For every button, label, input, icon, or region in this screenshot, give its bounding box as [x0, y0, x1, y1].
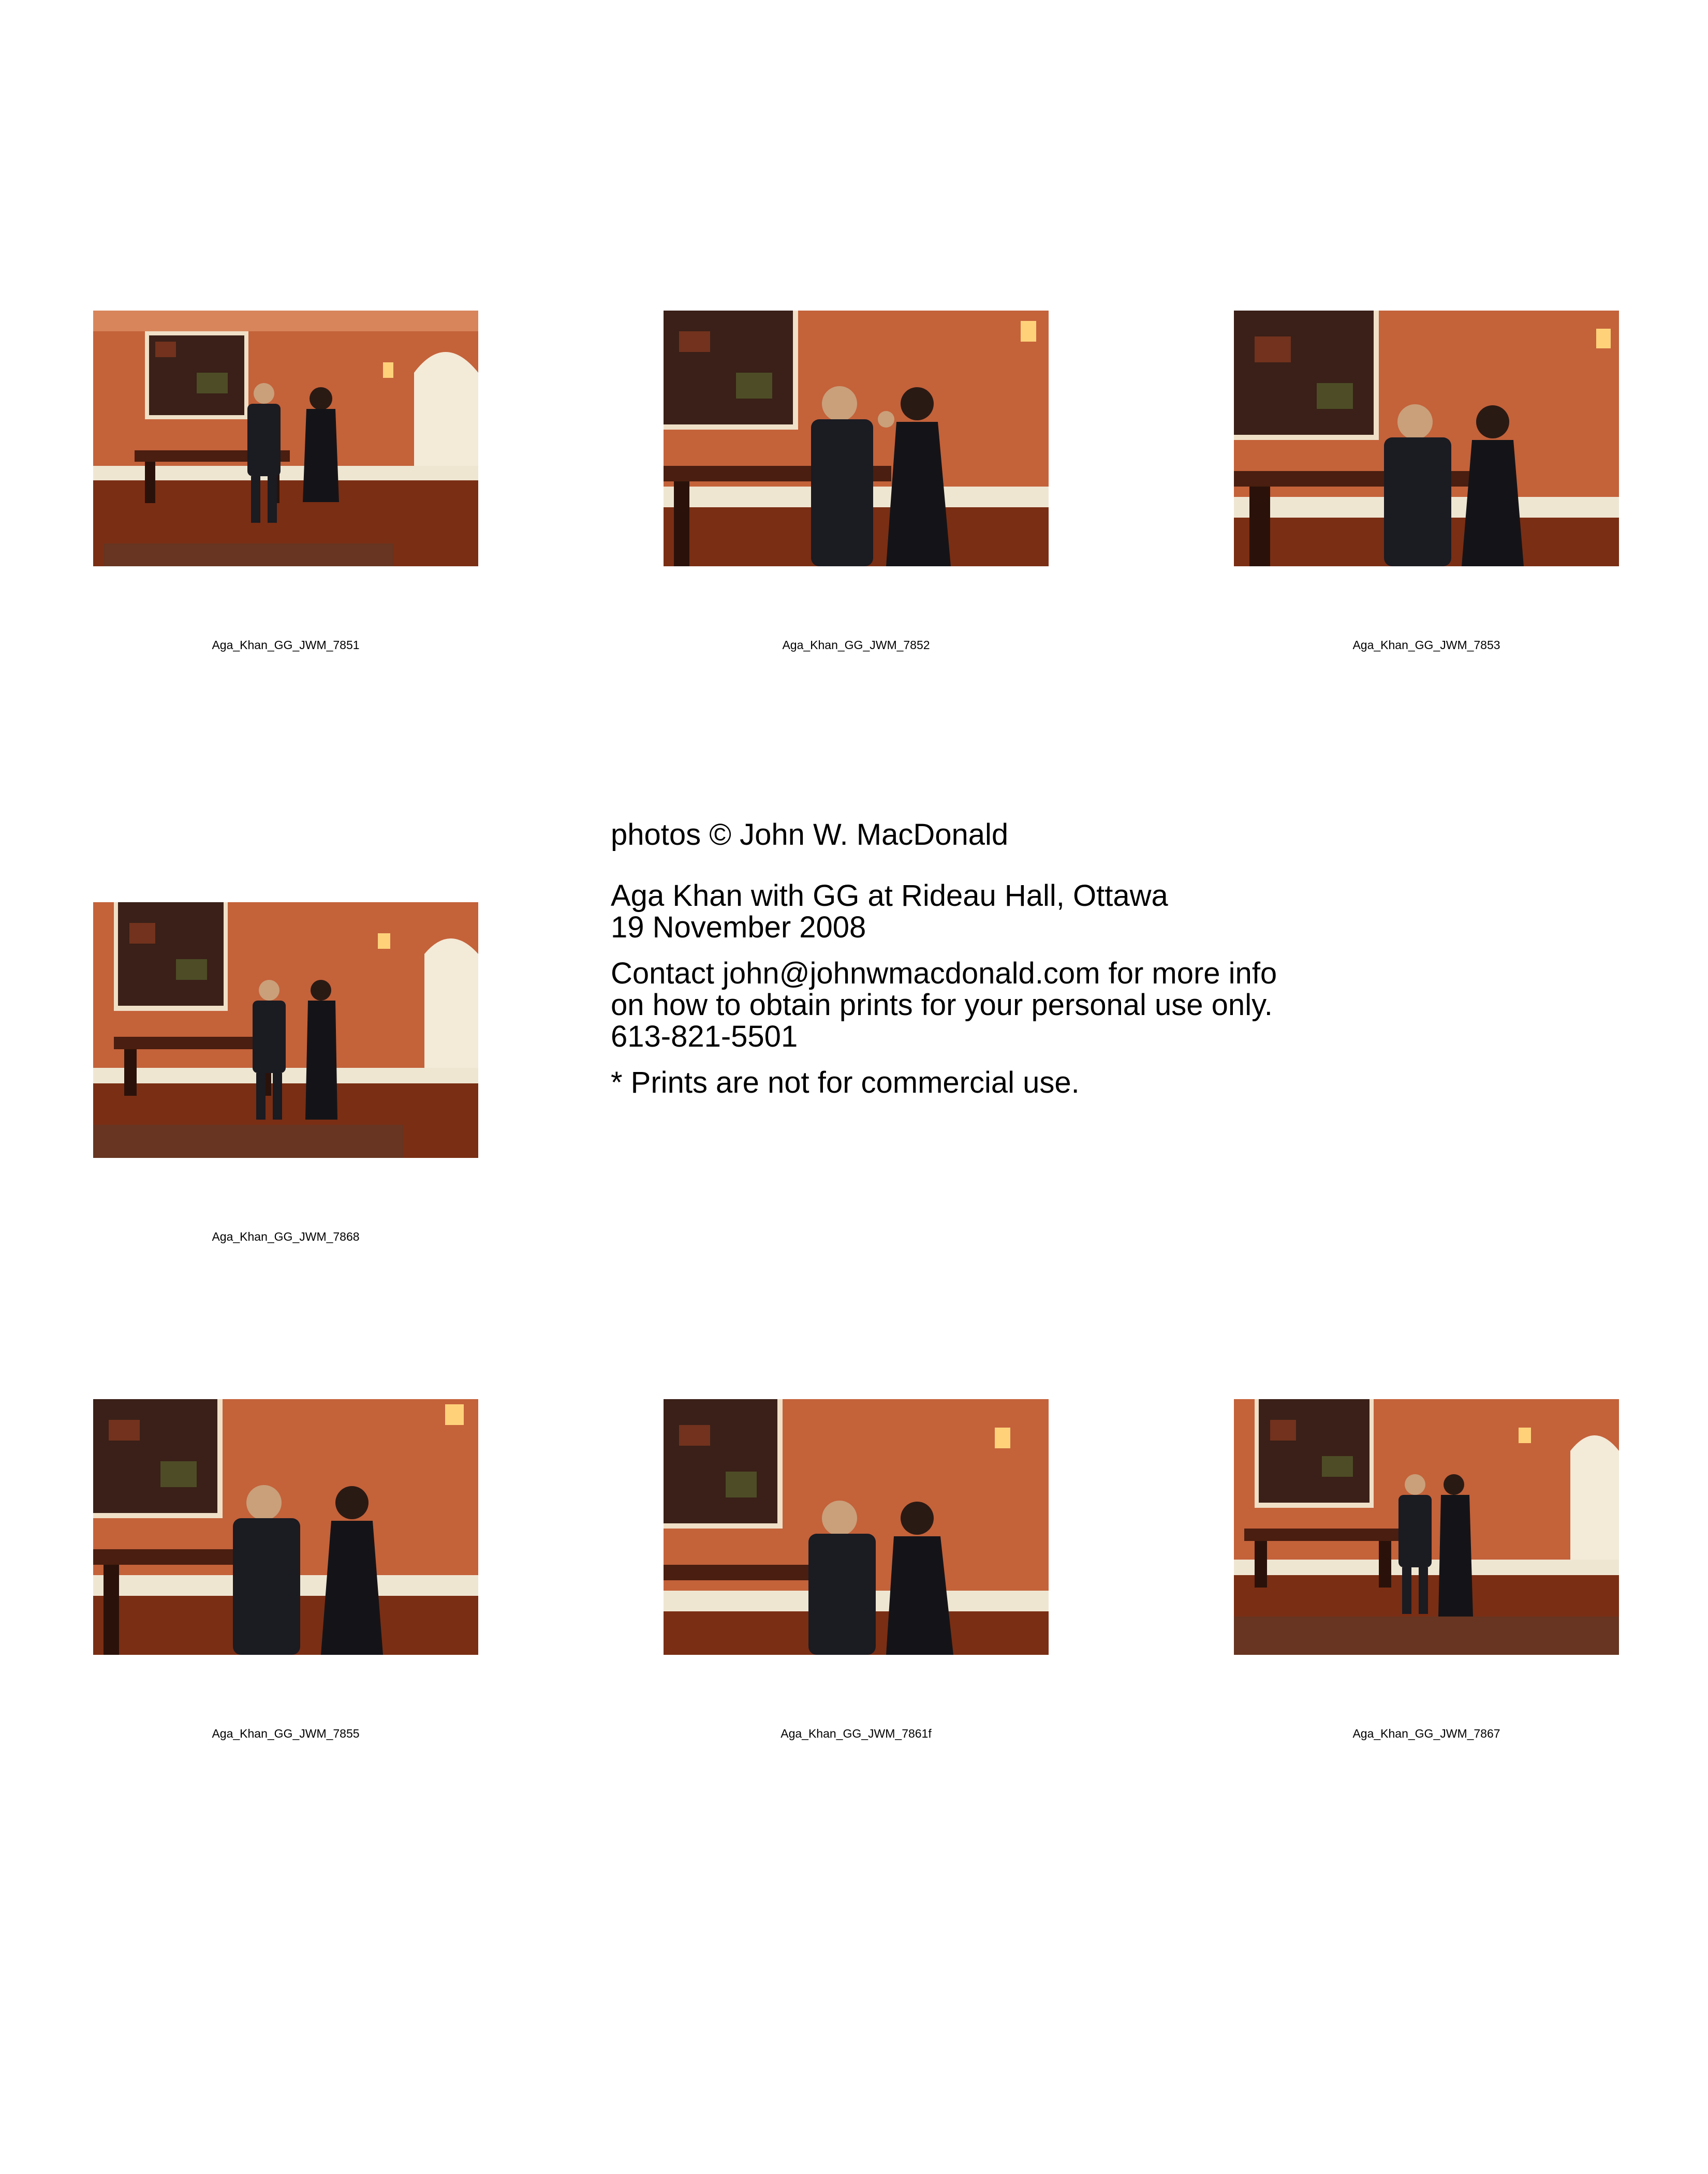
photo-thumbnail-6[interactable] — [664, 1399, 1049, 1655]
photo-thumbnail-5[interactable] — [93, 1399, 478, 1655]
photo-thumbnail-4[interactable] — [93, 902, 478, 1158]
photo-thumbnail-1[interactable] — [93, 311, 478, 566]
photo-thumbnail-3[interactable] — [1234, 311, 1619, 566]
photo-caption-2: Aga_Khan_GG_JWM_7852 — [782, 638, 930, 652]
photo-thumbnail-2[interactable] — [664, 311, 1049, 566]
photo-caption-6: Aga_Khan_GG_JWM_7861f — [781, 1727, 932, 1740]
photo-caption-1: Aga_Khan_GG_JWM_7851 — [212, 638, 360, 652]
photo-thumbnail-7[interactable] — [1234, 1399, 1619, 1655]
info-block — [611, 819, 1439, 1098]
copyright-line: photos © John W. MacDonald — [611, 818, 1009, 851]
event-date: 19 November 2008 — [611, 910, 866, 944]
photo-caption-4: Aga_Khan_GG_JWM_7868 — [212, 1230, 360, 1243]
contact-line-2: on how to obtain prints for your personal use only. — [611, 988, 1273, 1022]
contact-line-1: Contact john@johnwmacdonald.com for more info — [611, 957, 1277, 990]
photo-caption-3: Aga_Khan_GG_JWM_7853 — [1352, 638, 1500, 652]
event-title: Aga Khan with GG at Rideau Hall, Ottawa — [611, 879, 1168, 913]
photo-caption-7: Aga_Khan_GG_JWM_7867 — [1352, 1727, 1500, 1740]
usage-note: * Prints are not for commercial use. — [611, 1066, 1080, 1099]
phone-number: 613-821-5501 — [611, 1020, 798, 1053]
photo-caption-5: Aga_Khan_GG_JWM_7855 — [212, 1727, 360, 1740]
